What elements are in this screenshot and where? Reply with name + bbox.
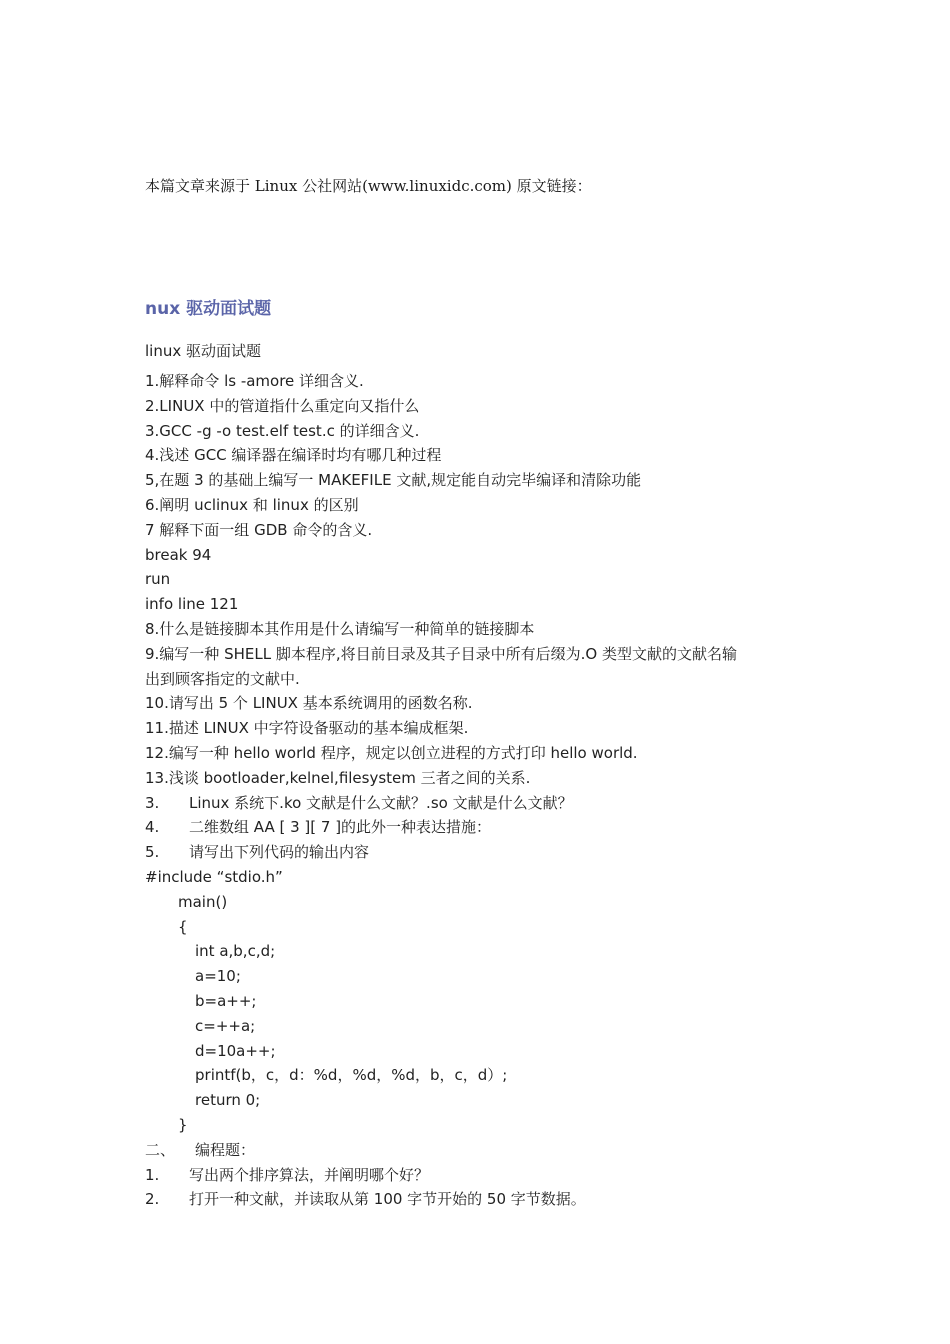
- item-text: 请写出下列代码的输出内容: [189, 843, 370, 862]
- question-line: 13.浅谈 bootloader,kelnel,filesystem 三者之间的关系.: [145, 768, 531, 787]
- section-number: 二、: [145, 1140, 176, 1159]
- source-attribution: 本篇文章来源于 Linux 公社网站(www.linuxidc.com) 原文链接：: [145, 177, 592, 195]
- code-close-brace: }: [178, 1115, 188, 1134]
- item-number: 3.: [145, 793, 160, 812]
- item-text: 打开一种文献，并读取从第 100 字节开始的 50 字节数据。: [189, 1190, 586, 1209]
- question-line: 9.编写一种 SHELL 脚本程序,将目前目录及其子目录中所有后缀为.O 类型文献的文献名输: [145, 644, 737, 663]
- numbered-item: [145, 1187, 825, 1212]
- numbered-item: [145, 815, 825, 840]
- item-number: 2.: [145, 1190, 160, 1209]
- question-line: 出到顾客指定的文献中.: [145, 669, 300, 688]
- gdb-command-line: info line 121: [145, 595, 239, 614]
- item-text: 二维数组 AA [ 3 ][ 7 ]的此外一种表达措施：: [189, 818, 492, 837]
- code-statement: return 0;: [195, 1091, 261, 1110]
- question-line: 6.阐明 uclinux 和 linux 的区别: [145, 495, 359, 514]
- question-line: 12.编写一种 hello world 程序，规定以创立进程的方式打印 hello world.: [145, 743, 638, 762]
- question-line: 3.GCC -g -o test.elf test.c 的详细含义.: [145, 421, 420, 440]
- code-include: #include “stdio.h”: [145, 867, 283, 886]
- article-title: nux 驱动面试题: [145, 299, 272, 319]
- code-statement: b=a++;: [195, 991, 257, 1010]
- question-line: 2.LINUX 中的管道指什么重定向又指什么: [145, 396, 420, 415]
- question-line: 8.什么是链接脚本其作用是什么请编写一种简单的链接脚本: [145, 619, 535, 638]
- numbered-item: [145, 791, 825, 816]
- question-line: 4.浅述 GCC 编译器在编译时均有哪几种过程: [145, 446, 442, 465]
- code-statement: a=10;: [195, 967, 241, 986]
- question-line: 5,在题 3 的基础上编写一 MAKEFILE 文献,规定能自动完毕编译和清除功能: [145, 471, 642, 490]
- item-number: 4.: [145, 818, 160, 837]
- code-open-brace: {: [178, 917, 188, 936]
- gdb-command-line: run: [145, 570, 171, 589]
- subtitle: linux 驱动面试题: [145, 342, 261, 360]
- question-line: 1.解释命令 ls -amore 详细含义.: [145, 372, 364, 390]
- item-text: 写出两个排序算法，并阐明哪个好？: [189, 1165, 430, 1184]
- section-heading: [145, 1138, 825, 1163]
- question-line: 11.描述 LINUX 中字符设备驱动的基本编成框架.: [145, 719, 469, 738]
- numbered-item: [145, 840, 825, 865]
- code-statement: d=10a++;: [195, 1041, 276, 1060]
- gdb-command-line: break 94: [145, 545, 212, 564]
- item-number: 1.: [145, 1165, 160, 1184]
- question-line: 7 解释下面一组 GDB 命令的含义.: [145, 520, 373, 539]
- code-main: main(): [178, 892, 228, 911]
- numbered-item: [145, 1163, 825, 1188]
- question-line: 10.请写出 5 个 LINUX 基本系统调用的函数名称.: [145, 694, 473, 713]
- question-list: [145, 369, 825, 1212]
- section-title: 编程题：: [195, 1140, 256, 1159]
- code-statement: printf(b，c，d：%d，%d，%d，b，c，d）;: [195, 1066, 508, 1085]
- code-statement: c=++a;: [195, 1016, 256, 1035]
- item-number: 5.: [145, 843, 160, 862]
- code-statement: int a,b,c,d;: [195, 942, 276, 961]
- item-text: Linux 系统下.ko 文献是什么文献？.so 文献是什么文献？: [189, 793, 573, 812]
